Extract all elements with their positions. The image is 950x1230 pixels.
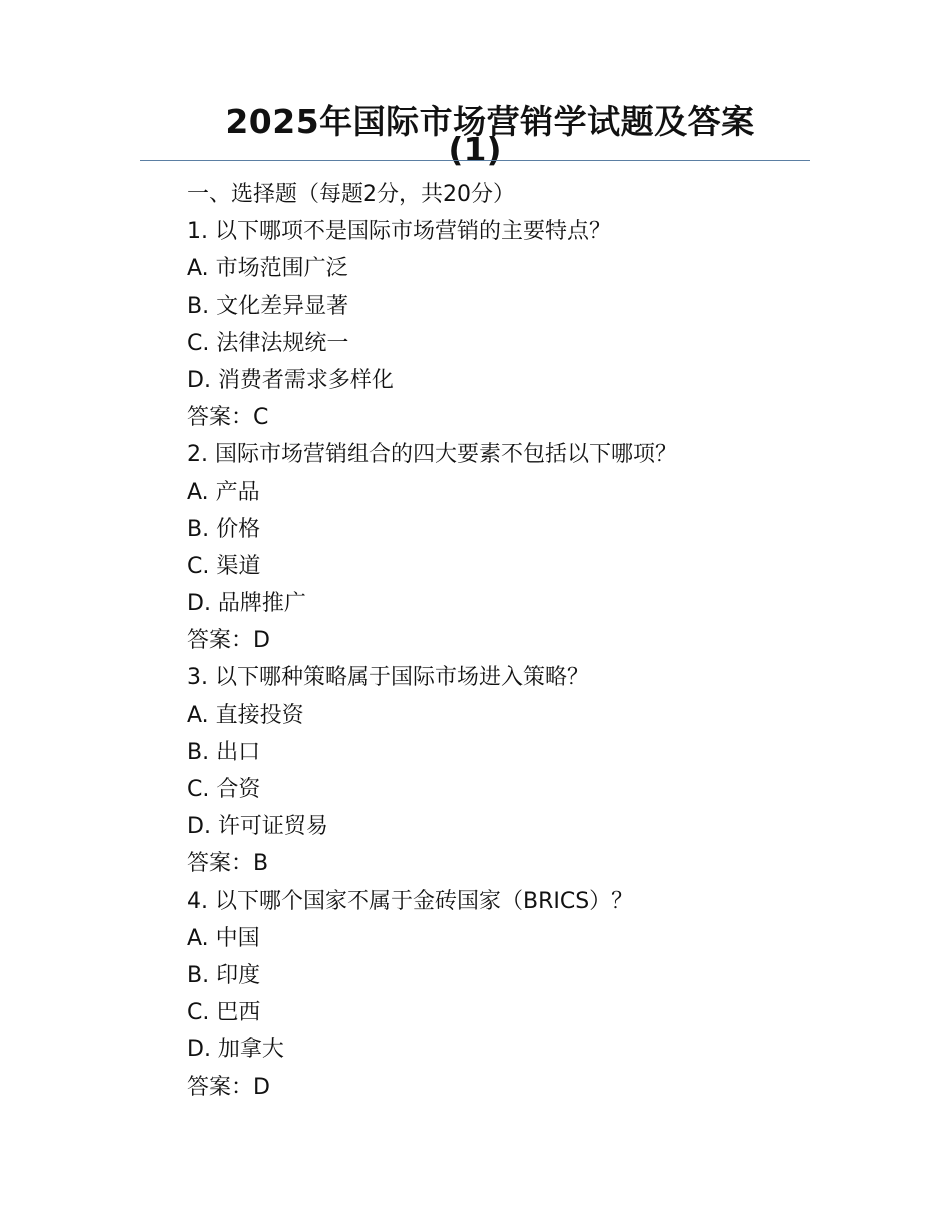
question-option: D. 加拿大 <box>187 1037 284 1063</box>
document-title <box>140 100 810 169</box>
question-option: C. 渠道 <box>187 553 261 579</box>
question-option: C. 合资 <box>187 777 261 802</box>
question-stem: 4. 以下哪个国家不属于金砖国家（BRICS）？ <box>187 888 634 914</box>
title-divider <box>140 160 810 161</box>
question-answer: 答案：C <box>187 405 269 431</box>
question-option: D. 消费者需求多样化 <box>187 367 394 393</box>
question-option: A. 中国 <box>187 925 260 951</box>
question-answer: 答案：D <box>187 1074 270 1100</box>
question-option: B. 文化差异显著 <box>187 293 349 319</box>
question-answer: 答案：B <box>187 851 269 877</box>
question-option: A. 直接投资 <box>187 702 304 728</box>
question-option: B. 出口 <box>187 739 261 765</box>
question-option: B. 价格 <box>187 516 261 542</box>
question-option: B. 印度 <box>187 962 261 988</box>
question-stem: 2. 国际市场营销组合的四大要素不包括以下哪项？ <box>187 442 677 468</box>
title-suffix: (1) <box>448 130 502 169</box>
question-option: C. 法律法规统一 <box>187 330 349 356</box>
title-main: 2025年国际市场营销学试题及答案 <box>225 102 755 141</box>
question-option: C. 巴西 <box>187 1000 261 1026</box>
question-option: D. 许可证贸易 <box>187 814 328 840</box>
question-option: D. 品牌推广 <box>187 591 306 617</box>
section-heading: 一、选择题（每题2分，共20分） <box>187 182 515 207</box>
question-answer: 答案：D <box>187 628 270 654</box>
question-option: A. 市场范围广泛 <box>187 256 348 282</box>
question-stem: 3. 以下哪种策略属于国际市场进入策略？ <box>187 665 589 691</box>
document-body <box>187 176 827 1106</box>
question-stem: 1. 以下哪项不是国际市场营销的主要特点？ <box>187 219 611 245</box>
question-option: A. 产品 <box>187 479 260 505</box>
